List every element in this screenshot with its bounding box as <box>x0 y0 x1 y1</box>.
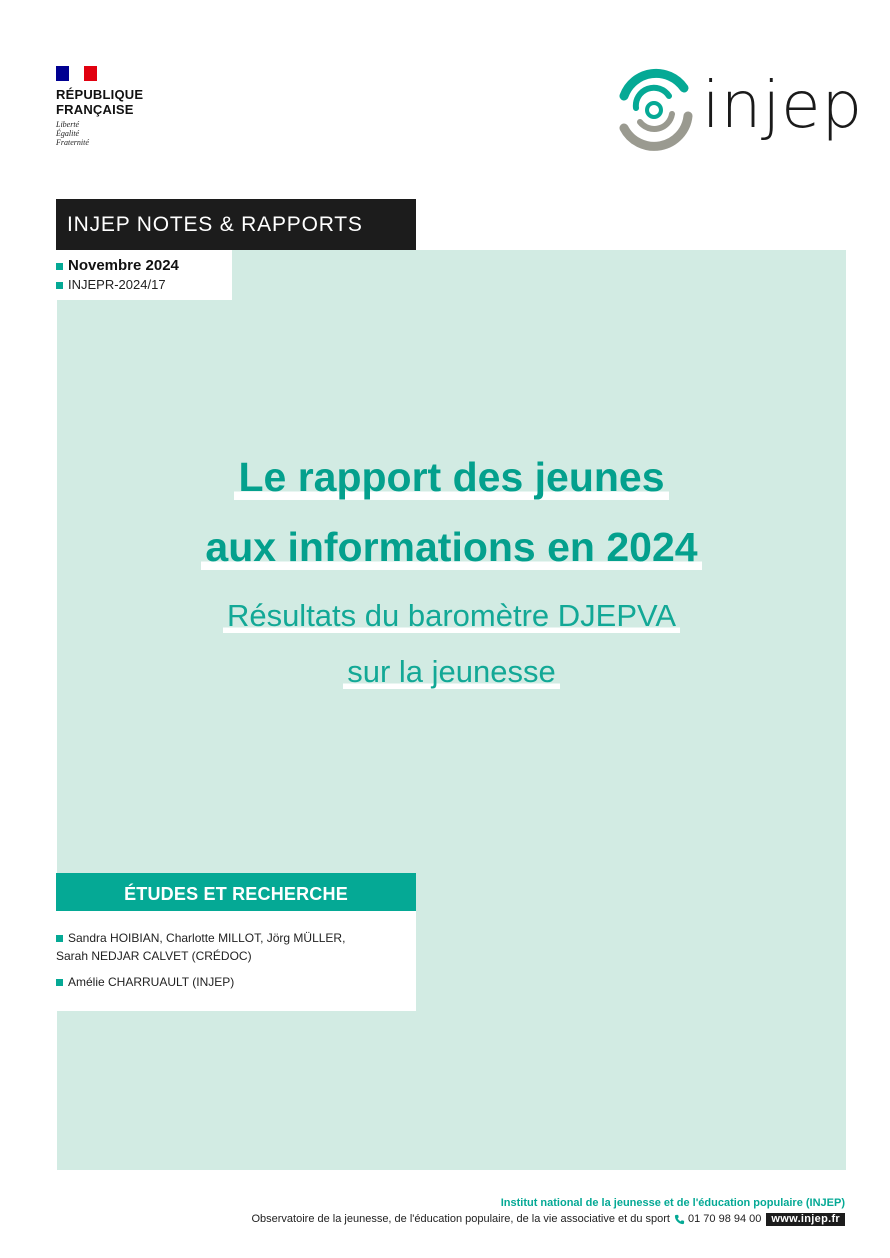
website-link[interactable]: www.injep.fr <box>766 1213 845 1226</box>
injep-swirl-icon <box>614 66 694 154</box>
bullet-square-icon <box>56 282 63 289</box>
marianne-flag-icon <box>56 66 97 81</box>
bullet-square-icon <box>56 979 63 986</box>
footer-institute: Institut national de la jeunesse et de l'éducation populaire (INJEP) <box>500 1197 845 1209</box>
publication-meta <box>56 250 232 300</box>
bullet-square-icon <box>56 935 63 942</box>
injep-wordmark: injep <box>702 69 864 143</box>
series-banner: INJEP NOTES & RAPPORTS <box>56 199 416 250</box>
republique-motto: Liberté Égalité Fraternité <box>56 120 89 147</box>
publication-date: Novembre 2024 <box>68 257 179 274</box>
phone-icon <box>674 1214 685 1225</box>
bullet-square-icon <box>56 263 63 270</box>
cover-panel <box>57 250 846 1170</box>
reference-line <box>56 277 232 293</box>
title-block <box>57 442 846 700</box>
injep-logo <box>614 66 864 154</box>
footer-contact <box>251 1212 845 1226</box>
republique-name: RÉPUBLIQUE FRANÇAISE <box>56 87 144 117</box>
footer-observatory: Observatoire de la jeunesse, de l'éducation populaire, de la vie associative et du sport <box>251 1213 670 1225</box>
report-reference: INJEPR-2024/17 <box>68 277 166 292</box>
authors-credoc: Sandra HOIBIAN, Charlotte MILLOT, Jörg MÜLLER, Sarah NEDJAR CALVET (CRÉDOC) <box>56 931 346 963</box>
republique-francaise-logo <box>56 66 206 147</box>
report-title: Le rapport des jeunes aux informations en 2024 <box>57 442 846 582</box>
authors-box <box>56 911 416 1011</box>
authors-injep: Amélie CHARRUAULT (INJEP) <box>56 973 408 991</box>
etudes-heading: ÉTUDES ET RECHERCHE <box>56 873 416 911</box>
footer-phone: 01 70 98 94 00 <box>688 1213 762 1225</box>
report-subtitle: Résultats du baromètre DJEPVA sur la jeunesse <box>57 588 846 700</box>
date-line <box>56 257 232 275</box>
